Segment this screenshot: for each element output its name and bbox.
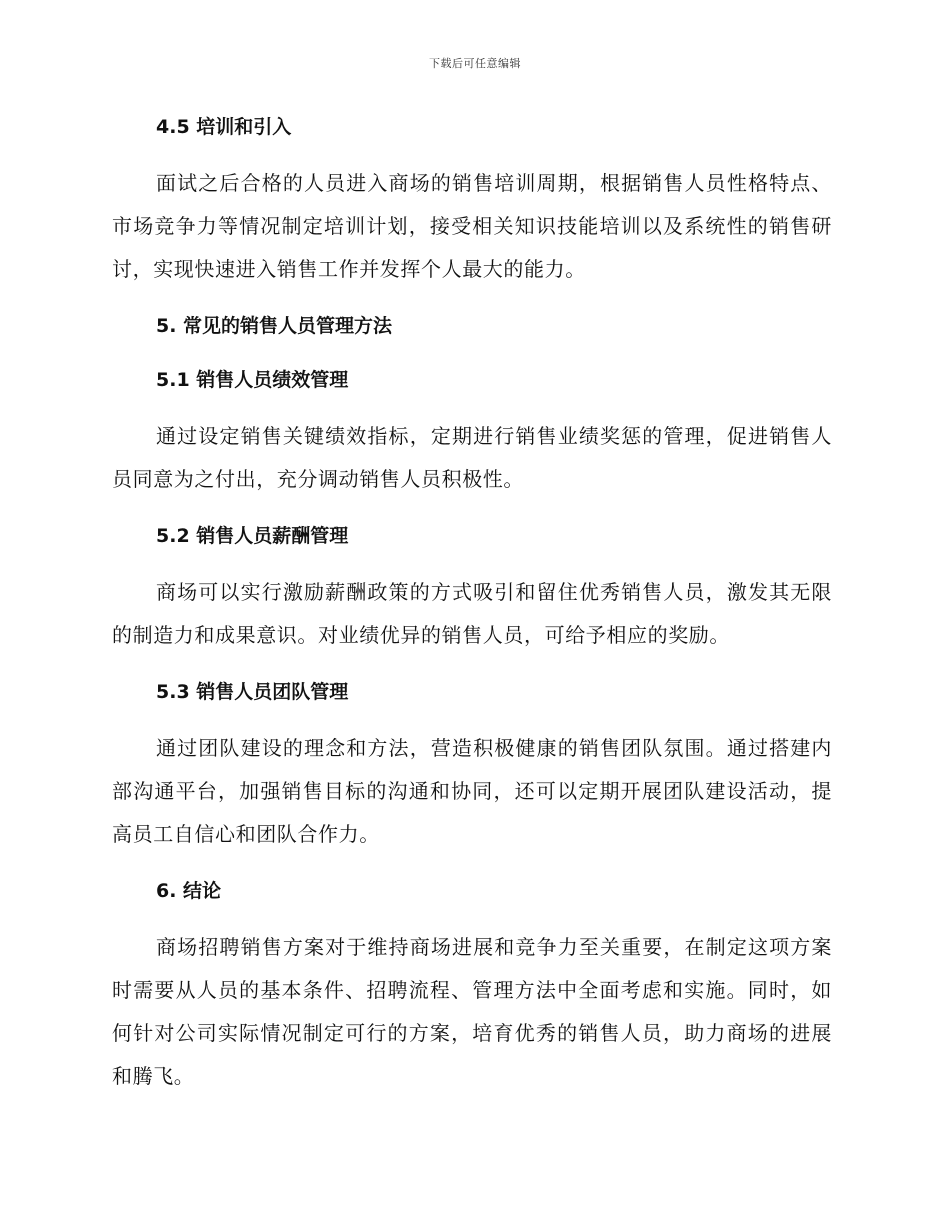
paragraph-6: 商场招聘销售方案对于维持商场进展和竞争力至关重要，在制定这项方案时需要从人员的基本条件、招聘流程、管理方法中全面考虑和实施。同时，如何针对公司实际情况制定可行的方案，培育优秀的销售人员，助力商场的进展和腾飞。	[112, 935, 832, 1088]
paragraph-5-1: 通过设定销售关键绩效指标，定期进行销售业绩奖惩的管理，促进销售人员同意为之付出，充分调动销售人员积极性。	[112, 424, 832, 491]
paragraph-5-2: 商场可以实行激励薪酬政策的方式吸引和留住优秀销售人员，激发其无限的制造力和成果意识。对业绩优异的销售人员，可给予相应的奖励。	[112, 580, 832, 647]
heading-4-5: 4.5 培训和引入	[156, 116, 292, 138]
heading-6: 6. 结论	[156, 880, 222, 902]
heading-5-3: 5.3 销售人员团队管理	[156, 681, 349, 703]
paragraph-5-3: 通过团队建设的理念和方法，营造积极健康的销售团队氛围。通过搭建内部沟通平台，加强销售目标的沟通和协同，还可以定期开展团队建设活动，提高员工自信心和团队合作力。	[112, 736, 832, 846]
heading-5-1: 5.1 销售人员绩效管理	[156, 369, 349, 391]
paragraph-4-5: 面试之后合格的人员进入商场的销售培训周期，根据销售人员性格特点、市场竞争力等情况制定培训计划，接受相关知识技能培训以及系统性的销售研讨，实现快速进入销售工作并发挥个人最大的能力。	[112, 171, 832, 281]
heading-5: 5. 常见的销售人员管理方法	[156, 315, 393, 337]
heading-5-2: 5.2 销售人员薪酬管理	[156, 525, 349, 547]
header-note: 下载后可任意编辑	[429, 57, 521, 70]
document-content	[112, 112, 832, 1098]
